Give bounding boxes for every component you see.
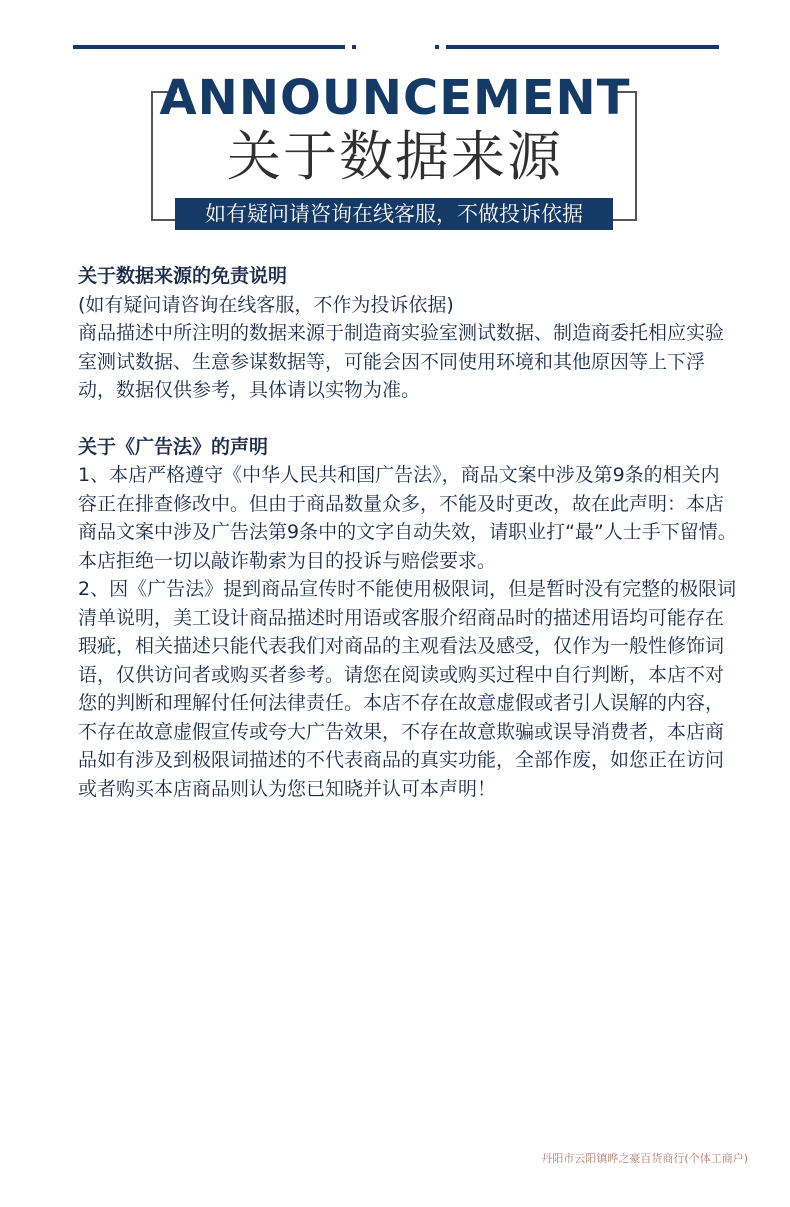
announcement-body [78, 262, 738, 803]
bracket-bottom-left [151, 219, 175, 221]
announcement-title: ANNOUNCEMENT [159, 70, 631, 126]
subtitle-banner: 如有疑问请咨询在线客服，不做投诉依据 [175, 198, 613, 230]
disclaimer-heading: 关于数据来源的免责说明 [78, 265, 288, 287]
shop-name-footer: 丹阳市云阳镇晔之豪百货商行(个体工商户) [541, 1152, 748, 1165]
top-rule-right [446, 45, 719, 49]
ad-law-item-1: 1、本店严格遵守《中华人民共和国广告法》，商品文案中涉及第9条的相关内容正在排查修改中。但由于商品数量众多，不能及时更改，故在此声明：本店商品文案中涉及广告法第9条中的文字自动失效，请职业打“最”人士手下留情。本店拒绝一切以敲诈勒索为目的投诉与赔偿要求。 [78, 464, 737, 572]
bracket-bottom-right [613, 219, 637, 221]
top-rule-left [73, 45, 345, 49]
top-rule-dot-left [352, 45, 356, 49]
section-gap [78, 405, 738, 433]
ad-law-item-2: 2、因《广告法》提到商品宣传时不能使用极限词，但是暂时没有完整的极限词清单说明，美工设计商品描述时用语或客服介绍商品时的描述用语均可能存在瑕疵，相关描述只能代表我们对商品的主观看法及感受，仅作为一般性修饰词语，仅供访问者或购买者参考。请您在阅读或购买过程中自行判断，本店不对您的判断和理解付任何法律责任。本店不存在故意虚假或者引人误解的内容，不存在故意虚假宣传或夸大广告效果，不存在故意欺骗或误导消费者，本店商品如有涉及到极限词描述的不代表商品的真实功能，全部作废，如您正在访问或者购买本店商品则认为您已知晓并认可本声明！ [78, 578, 737, 800]
disclaimer-note: (如有疑问请咨询在线客服，不作为投诉依据) [78, 293, 454, 316]
ad-law-heading: 关于《广告法》的声明 [78, 435, 269, 458]
page-title: 关于数据来源 [227, 125, 563, 188]
top-rule-dot-right [435, 45, 439, 49]
disclaimer-text: 商品描述中所注明的数据来源于制造商实验室测试数据、制造商委托相应实验室测试数据、生意参谋数据等，可能会因不同使用环境和其他原因等上下浮动，数据仅供参考，具体请以实物为准。 [78, 322, 725, 401]
